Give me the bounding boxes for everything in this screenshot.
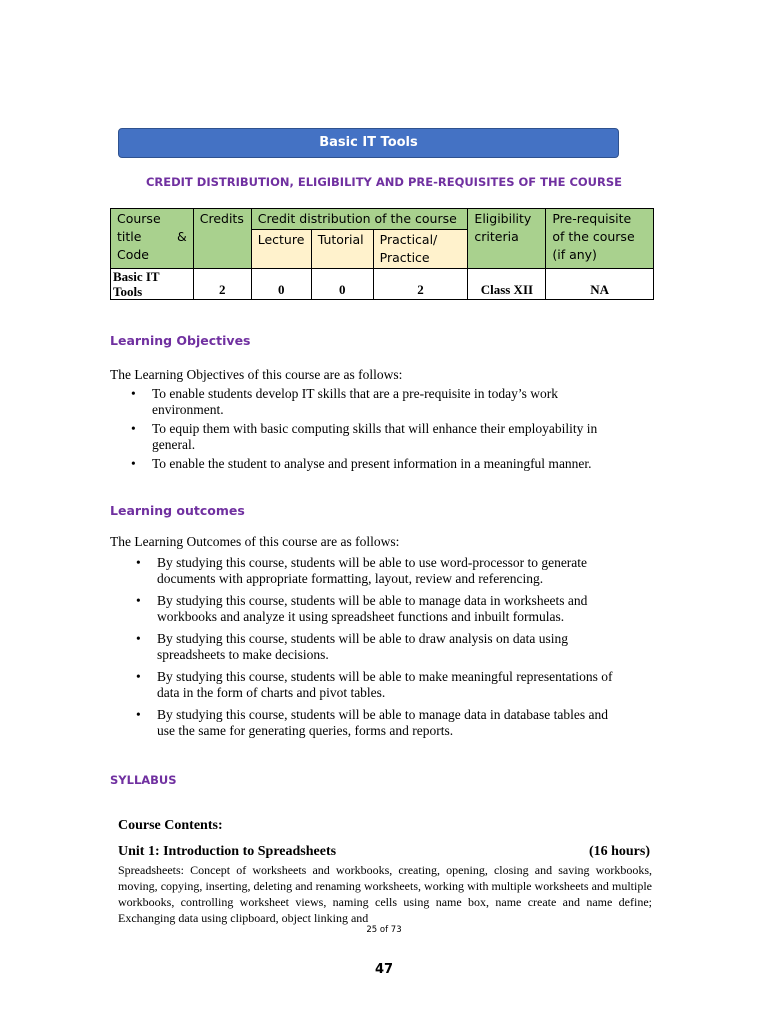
credit-distribution-table — [110, 208, 654, 300]
bullet-icon: • — [131, 386, 136, 401]
cell-course-title: Basic IT Tools — [111, 269, 194, 300]
unit-description: Spreadsheets: Concept of worksheets and workbooks, creating, opening, closing and saving workbooks, moving, copying, inserting, deleting and renaming worksheets, working with multiple worksheets and multiple workbooks, controlling worksheet views, naming cells using name box, name create and name define; Exchanging data using clipboard, object linking and — [118, 863, 652, 925]
list-item: • By studying this course, students will be able to manage data in worksheets and workbooks and analyze it using spreadsheet functions and inbuilt formulas. — [136, 593, 588, 624]
list-item: • By studying this course, students will be able to make meaningful representations of data in the form of charts and pivot tables. — [136, 669, 613, 700]
learning-objectives-intro: The Learning Objectives of this course are as follows: — [110, 367, 403, 382]
header-eligibility: Eligibility criteria — [468, 209, 546, 269]
unit-title — [118, 844, 650, 860]
bullet-icon: • — [136, 555, 141, 570]
header-lecture: Lecture — [251, 230, 311, 269]
unit-name: Unit 1: Introduction to Spreadsheets — [118, 844, 337, 859]
bullet-icon: • — [136, 707, 141, 722]
learning-objectives-list — [131, 386, 631, 475]
table-row — [111, 269, 654, 300]
course-contents-heading: Course Contents: — [118, 818, 223, 833]
list-item: • By studying this course, students will be able to manage data in database tables and use the same for generating queries, forms and reports. — [136, 707, 609, 738]
cell-lecture: 0 — [251, 269, 311, 300]
bullet-icon: • — [136, 631, 141, 646]
cell-practical: 2 — [373, 269, 468, 300]
learning-outcomes-intro: The Learning Outcomes of this course are as follows: — [110, 534, 400, 549]
list-item: • By studying this course, students will be able to draw analysis on data using spreadsheets to make decisions. — [136, 631, 568, 662]
page-number: 47 — [374, 962, 394, 977]
page-counter: 25 of 73 — [366, 925, 402, 935]
bullet-icon: • — [131, 456, 136, 471]
header-practical: Practical/ Practice — [373, 230, 468, 269]
header-tutorial: Tutorial — [311, 230, 373, 269]
list-item: • To enable students develop IT skills that are a pre-requisite in today’s work environment. — [131, 386, 558, 417]
cell-tutorial: 0 — [311, 269, 373, 300]
list-item: • To equip them with basic computing skills that will enhance their employability in general. — [131, 421, 598, 452]
unit-hours: (16 hours) — [588, 844, 650, 859]
cell-credits: 2 — [193, 269, 251, 300]
learning-outcomes-heading: Learning outcomes — [110, 503, 245, 518]
cell-eligibility: Class XII — [468, 269, 546, 300]
cell-prerequisite: NA — [546, 269, 654, 300]
bullet-icon: • — [136, 669, 141, 684]
header-prerequisite: Pre-requisite of the course (if any) — [546, 209, 654, 269]
bullet-icon: • — [136, 593, 141, 608]
header-course-title-code: Course title & Code — [111, 209, 194, 269]
header-credit-distribution: Credit distribution of the course — [251, 209, 468, 230]
course-title-banner: Basic IT Tools — [118, 128, 619, 158]
syllabus-heading: SYLLABUS — [110, 773, 177, 787]
bullet-icon: • — [131, 421, 136, 436]
learning-objectives-heading: Learning Objectives — [110, 333, 251, 348]
learning-outcomes-list — [136, 555, 646, 745]
list-item: • By studying this course, students will be able to use word-processor to generate documents with appropriate formatting, layout, review and referencing. — [136, 555, 588, 586]
credit-distribution-title: CREDIT DISTRIBUTION, ELIGIBILITY AND PRE-REQUISITES OF THE COURSE — [145, 175, 623, 189]
header-credits: Credits — [193, 209, 251, 269]
list-item: • To enable the student to analyse and present information in a meaningful manner. — [131, 456, 592, 471]
